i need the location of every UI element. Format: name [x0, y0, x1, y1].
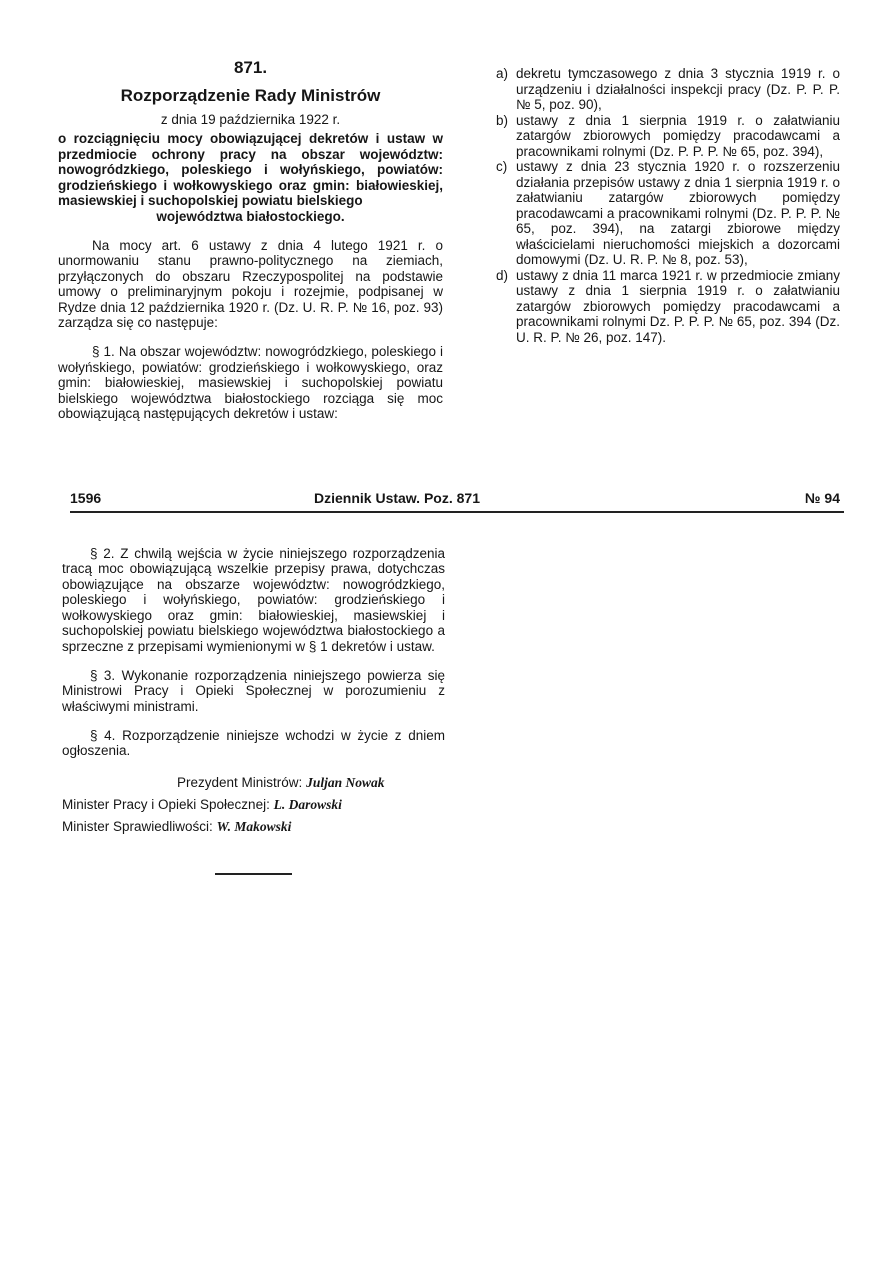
signature-name: L. Darowski	[273, 797, 342, 812]
document-subject	[58, 131, 443, 224]
signature-role: Minister Pracy i Opieki Społecznej:	[62, 797, 270, 812]
signature-role: Minister Sprawiedliwości:	[62, 819, 213, 834]
page-number: 1596	[70, 490, 102, 506]
list-item-text: dekretu tymczasowego z dnia 3 stycznia 1919 r. o urządzeniu i działalności inspekcji pracy (Dz. P. P. P. № 5, poz. 90),	[516, 66, 840, 112]
list-item-text: ustawy z dnia 23 stycznia 1920 r. o rozszerzeniu działania przepisów ustawy z dnia 1 sierpnia 1919 r. o załatwianiu zatargów zbiorowych pomiędzy pracodawcami a pracownikami rolnymi (Dz. P. P. P. № 65, poz. 394), na zatargi zbiorowe między właścicielami nieruchomości miejskich a dozorcami domowymi (Dz. U. R. P. № 8, poz. 53),	[516, 159, 840, 267]
header-rule	[70, 511, 844, 513]
continuation-column	[62, 532, 445, 838]
document-date: z dnia 19 października 1922 r.	[160, 112, 341, 127]
section-2: § 2. Z chwilą wejścia w życie niniejszego rozporządzenia tracą moc obowiązującą wszelkie przepisy prawa, dotychczas obowiązujące na obszarze województw: nowogródzkiego, poleskiego i wołyńskiego, powiatów: grodzieńskiego i wołkowyskiego oraz gmin: białowieskiej, masiewskiej i suchopolskiej powiatu bielskiego województwa białostockiego a sprzeczne z przepisami wymienionymi w § 1 dekretów i ustaw.	[62, 545, 445, 654]
issue-number: № 94	[804, 490, 840, 506]
list-marker: a)	[496, 66, 509, 81]
list-marker: b)	[496, 112, 509, 128]
signature-role: Prezydent Ministrów:	[177, 775, 303, 790]
signature-name: Juljan Nowak	[306, 775, 385, 790]
preamble: Na mocy art. 6 ustawy z dnia 4 lutego 1921 r. o unormowaniu stanu prawno-politycznego na ziemiach, przyłączonych do obszaru Rzeczypospolitej na podstawie umowy o preliminaryjnym pokoju i rozejmie, podpisanej w Rydze dnia 12 października 1920 r. (Dz. U. R. P. № 16, poz. 93) zarządza się co następuje:	[58, 237, 443, 330]
list-marker: c)	[496, 159, 508, 174]
journal-title: Dziennik Ustaw. Poz. 871	[314, 490, 480, 506]
page-header	[70, 490, 844, 510]
decree-list	[460, 66, 840, 345]
signature-row	[62, 772, 445, 794]
signature-row	[62, 794, 445, 816]
subject-text-last: województwa białostockiego.	[156, 208, 345, 224]
continuation-text	[62, 546, 445, 759]
document-title: Rozporządzenie Rady Ministrów	[120, 86, 381, 105]
signature-name: W. Makowski	[216, 819, 292, 834]
left-column	[58, 58, 443, 435]
list-item-text: ustawy z dnia 11 marca 1921 r. w przedmiocie zmiany ustawy z dnia 1 sierpnia 1919 r. o załatwianiu zatargów zbiorowych pomiędzy pracodawcami a pracownikami rolnymi Dz. P. P. P. № 65, poz. 394 (Dz. U. R. P. № 26, poz. 147).	[516, 267, 840, 345]
list-item-text: ustawy z dnia 1 sierpnia 1919 r. o załatwianiu zatargów zbiorowych pomiędzy pracodawcami a pracownikami rolnymi (Dz. P. P. P. № 65, poz. 394),	[516, 112, 840, 159]
signature-row	[62, 816, 445, 838]
list-item	[460, 159, 840, 268]
list-item	[460, 268, 840, 346]
section-1: § 1. Na obszar województw: nowogródzkiego, poleskiego i wołyńskiego, powiatów: grodzieńskiego i wołkowyskiego, oraz gmin: białowieskiej, masiewskiej i suchopolskiej powiatu bielskiego województwa białostockiego rozciąga się moc obowiązującą następujących dekretów i ustaw:	[58, 344, 443, 421]
section-4: § 4. Rozporządzenie niniejsze wchodzi w życie z dniem ogłoszenia.	[62, 727, 445, 758]
signatures	[62, 772, 445, 838]
end-rule	[215, 873, 292, 875]
subject-text: o rozciągnięciu mocy obowiązującej dekretów i ustaw w przedmiocie ochrony pracy na obszar województw: nowogródzkiego, poleskiego i wołyńskiego, powiatów: grodzieńskiego i wołkowyskiego oraz gmin: białowieskiej, masiewskiej i suchopolskiej powiatu bielskiego	[58, 131, 443, 208]
document-number: 871.	[233, 58, 268, 77]
list-item	[460, 66, 840, 113]
list-item	[460, 113, 840, 160]
list-marker: d)	[496, 267, 509, 283]
right-column	[460, 64, 840, 345]
section-3: § 3. Wykonanie rozporządzenia niniejszego powierza się Ministrowi Pracy i Opieki Społecznej w porozumieniu z właściwymi ministrami.	[62, 667, 445, 714]
body-text	[58, 238, 443, 422]
